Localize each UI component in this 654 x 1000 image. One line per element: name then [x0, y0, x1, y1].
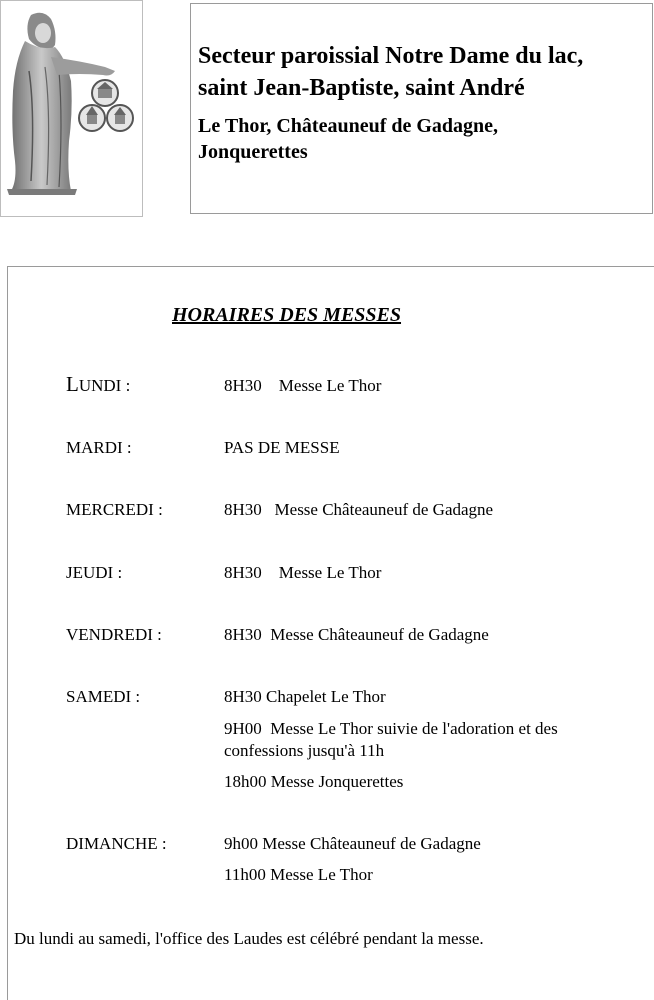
day-label-mardi: MARDI : — [66, 438, 132, 457]
mass-entry: 8H30 Messe Le Thor — [224, 376, 382, 395]
parish-title-line2: saint Jean-Baptiste, saint André — [198, 75, 525, 101]
mass-entry: PAS DE MESSE — [224, 438, 340, 457]
mass-entry: 9h00 Messe Châteauneuf de Gadagne — [224, 834, 481, 853]
parish-towns-line1: Le Thor, Châteauneuf de Gadagne, — [198, 115, 499, 137]
mass-entry: 8H30 Messe Châteauneuf de Gadagne — [224, 625, 489, 644]
day-label-vendredi: VENDREDI : — [66, 625, 162, 644]
mass-entry: confessions jusqu'à 11h — [224, 741, 385, 760]
mass-entry: 11h00 Messe Le Thor — [224, 865, 373, 884]
mass-entry: 8H30 Messe Le Thor — [224, 563, 382, 582]
header-box — [190, 3, 653, 214]
laudes-note: Du lundi au samedi, l'office des Laudes est célébré pendant la messe. — [14, 929, 484, 948]
parish-title-line1: Secteur paroissial Notre Dame du lac, — [198, 43, 584, 69]
mass-entry: 8H30 Messe Châteauneuf de Gadagne — [224, 500, 494, 519]
parish-title — [198, 40, 648, 104]
mass-entry: 9H00 Messe Le Thor suivie de l'adoration et des — [224, 719, 558, 738]
virgin-mary-statue-icon — [1, 1, 142, 216]
day-label-lundi-rest: UNDI : — [78, 376, 131, 395]
parish-logo — [0, 0, 143, 217]
day-label-lundi — [66, 373, 130, 397]
day-label-dimanche: DIMANCHE : — [66, 834, 167, 853]
parish-towns — [198, 113, 648, 165]
schedule-title: HORAIRES DES MESSES — [172, 304, 402, 326]
parish-towns-line2: Jonquerettes — [198, 141, 308, 163]
day-label-mercredi: MERCREDI : — [66, 500, 163, 519]
mass-entry: 18h00 Messe Jonquerettes — [224, 772, 404, 791]
day-label-jeudi: JEUDI : — [66, 563, 123, 582]
day-label-lundi-initial: L — [66, 372, 79, 396]
day-label-samedi: SAMEDI : — [66, 687, 141, 706]
mass-entry: 8H30 Chapelet Le Thor — [224, 687, 386, 706]
